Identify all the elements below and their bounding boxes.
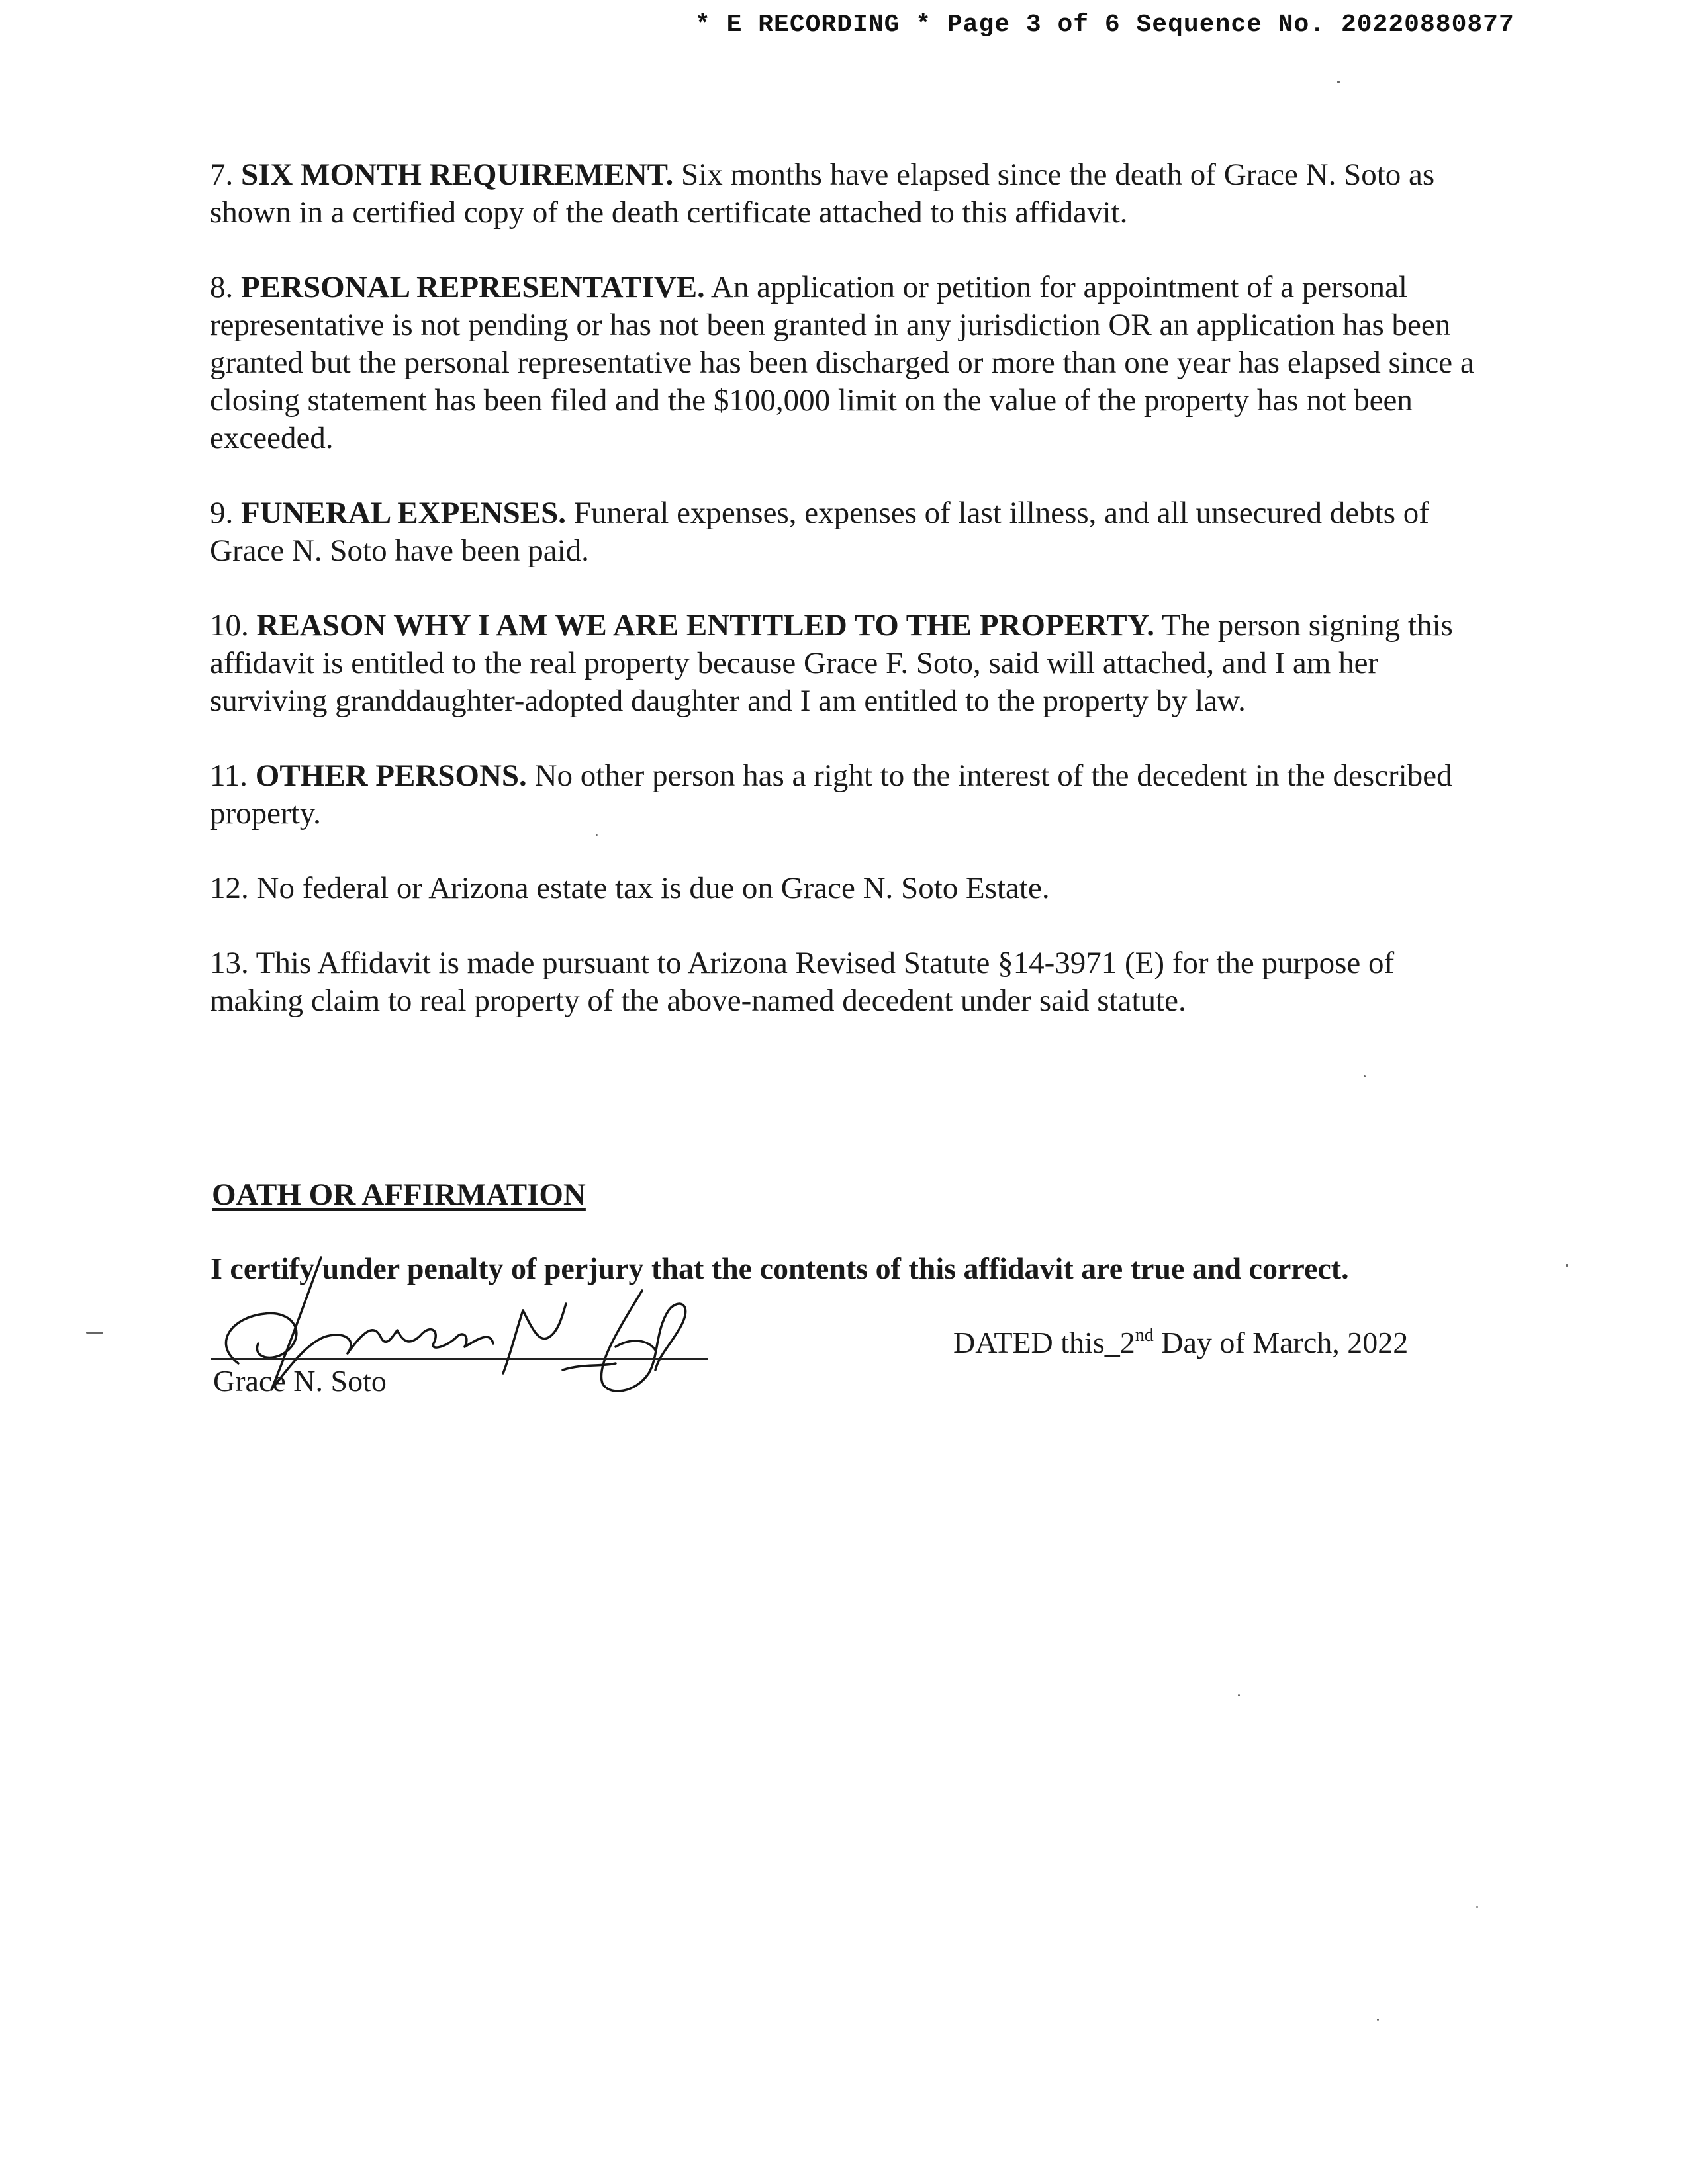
paragraph-12 [210, 870, 1494, 907]
scan-speck [1337, 81, 1340, 83]
paragraph-7 [210, 156, 1494, 232]
paragraph-10 [210, 607, 1494, 720]
paragraph-number: 10. [210, 608, 249, 643]
scan-speck [1377, 2019, 1379, 2021]
paragraph-number: 7. [210, 158, 234, 192]
paragraph-heading: OTHER PERSONS. [255, 758, 527, 793]
dated-prefix: DATED this_2 [953, 1326, 1135, 1359]
paragraph-11 [210, 757, 1494, 833]
paragraph-text: Funeral expenses, expenses of last illness, and all unsecured debts of Grace N. Soto have been paid. [210, 496, 1429, 568]
signature-line [211, 1358, 708, 1360]
oath-heading: OATH OR AFFIRMATION [212, 1177, 586, 1212]
paragraph-text: No federal or Arizona estate tax is due on Grace N. Soto Estate. [256, 871, 1050, 905]
dated-line [953, 1325, 1408, 1360]
dated-suffix: Day of March, 2022 [1153, 1326, 1409, 1359]
paragraph-number: 9. [210, 496, 234, 530]
paragraph-text: No other person has a right to the interest of the decedent in the described property. [210, 758, 1452, 831]
paragraph-heading: SIX MONTH REQUIREMENT. [241, 158, 674, 192]
signer-name: Grace N. Soto [213, 1364, 387, 1398]
scan-speck [86, 1332, 103, 1334]
paragraph-text: Six months have elapsed since the death of Grace N. Soto as shown in a certified copy of the death certificate attached to this affidavit. [210, 158, 1435, 230]
affidavit-body [210, 156, 1494, 1057]
paragraph-text: The person signing this affidavit is entitled to the real property because Grace F. Soto, said will attached, and I am her surviving granddaughter-adopted daughter and I am entitled to the property by law. [210, 608, 1453, 718]
paragraph-heading: PERSONAL REPRESENTATIVE. [241, 270, 705, 304]
paragraph-heading: REASON WHY I AM WE ARE ENTITLED TO THE PROPERTY. [256, 608, 1154, 643]
scan-speck [1364, 1075, 1366, 1077]
paragraph-text: This Affidavit is made pursuant to Arizona Revised Statute §14-3971 (E) for the purpose of making claim to real property of the above-named decedent under said statute. [210, 946, 1395, 1018]
paragraph-number: 13. [210, 946, 249, 980]
oath-statement: I certify under penalty of perjury that the contents of this affidavit are true and correct. [211, 1251, 1349, 1285]
dated-superscript: nd [1135, 1325, 1154, 1345]
scan-speck [1566, 1264, 1568, 1267]
paragraph-number: 12. [210, 871, 249, 905]
scan-speck [1476, 1906, 1478, 1908]
paragraph-number: 11. [210, 758, 248, 793]
paragraph-text: An application or petition for appointment of a personal representative is not pending or has not been granted in any jurisdiction OR an application has been granted but the personal representative has been discharged or more than one year has elapsed since a closing statement has been filed and the $100,000 limit on the value of the property has not been exceeded. [210, 270, 1474, 455]
paragraph-number: 8. [210, 270, 234, 304]
paragraph-heading: FUNERAL EXPENSES. [241, 496, 566, 530]
paragraph-13 [210, 944, 1494, 1020]
paragraph-8 [210, 269, 1494, 457]
paragraph-9 [210, 494, 1494, 570]
recording-header: * E RECORDING * Page 3 of 6 Sequence No. 20220880877 [695, 11, 1515, 39]
scan-speck [596, 834, 598, 836]
scan-speck [1238, 1694, 1240, 1696]
